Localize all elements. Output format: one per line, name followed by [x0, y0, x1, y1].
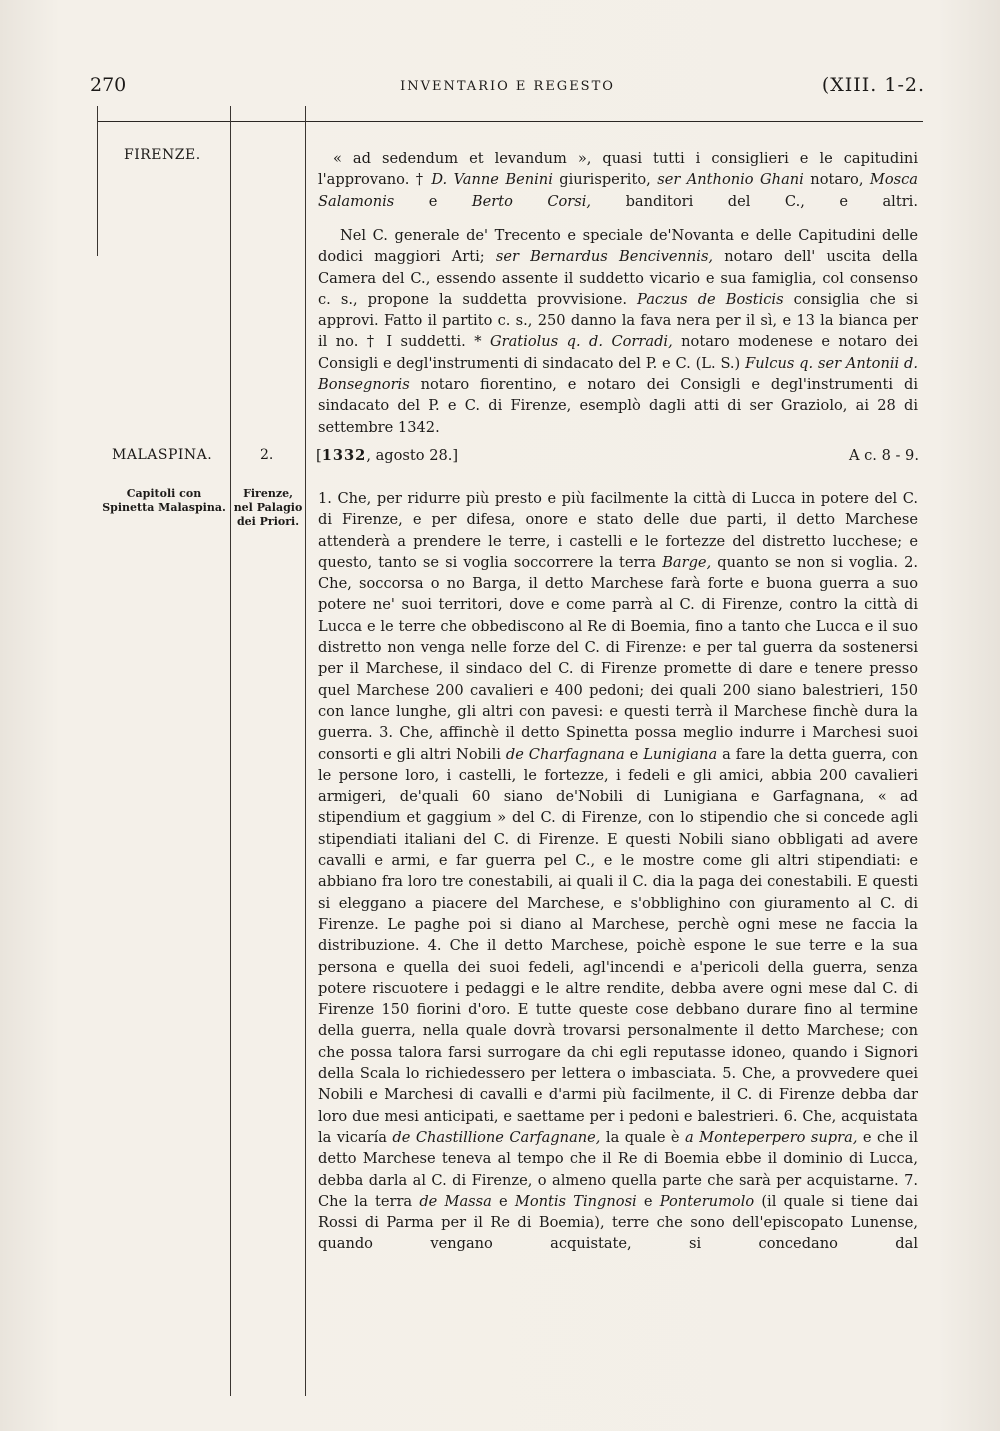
running-title: INVENTARIO E REGESTO — [400, 79, 615, 94]
page-number: 270 — [90, 74, 127, 96]
margin-column-rule-right — [305, 106, 306, 1396]
margin-subject: Capitoli con Spinetta Malaspina. — [102, 487, 226, 514]
running-header — [90, 74, 925, 104]
archive-reference: A c. 8 - 9. — [848, 447, 919, 464]
margin-column-rule-left — [97, 106, 98, 256]
margin-place: Firenze, nel Palagio dei Priori. — [233, 487, 303, 528]
paragraph-capitoli-text: 1. Che, per ridurre più presto e più facilmente la città di Lucca in potere del C. di Firenze, e per difesa, onore e stato delle due parti, il detto Marchese attenderà a prendere le terre, i castelli e le fortezze del distretto lucchese; e questo, tanto se si voglia soccorrere la terra Barge, quanto se non si voglia. 2. Che, soccorsa o no Barga, il detto Marchese farà forte e buona guerra a suo potere ne' suoi territori, dove e come parrà al C. di Firenze, contro la città di Lucca e le terre che obbediscono al Re di Boemia, fino a tanto che Lucca e il suo distretto non venga nelle forze del C. di Firenze: e per tal guerra da sostenersi per il Marchese, il sindaco del C. di Firenze promette di dare e tenere presso quel Marchese 200 cavalieri e 400 pedoni; dei quali 200 siano balestrieri, 150 con lance lunghe, gli altri con pavesi: e questi terrà il Marchese finchè dura la guerra. 3. Che, affinchè il detto Spinetta possa meglio indurre i Marchesi suoi consorti e gli altri Nobili de Charfagnana e Lunigiana a fare la detta guerra, con le persone loro, i castelli, le fortezze, i fedeli e gli amici, abbia 200 cavalieri armigeri, de'quali 60 siano de'Nobili di Lunigiana e Garfagnana, « ad stipendium et gaggium » del C. di Firenze, con lo stipendio che si concede agli stipendiati italiani del C. di Firenze. E questi Nobili siano obbligati ad avere cavalli e armi, e far guerra pel C., e le mostre come gli altri stipendiati: e abbiano fra loro tre conestabili, ai quali il C. dia la paga dei conestabili. E questi si eleggano a piacere del Marchese, e s'obblighino con giuramento al C. di Firenze. Le paghe poi si diano al Marchese, perchè ogni mese ne faccia la distribuzione. 4. Che il detto Marchese, poichè espone le sue terre e la sua persona e quella dei suoi fedeli, agl'incendi e a'pericoli della guerra, senza potere riscuotere i pedaggi e le altre rendite, debba avere ogni mese dal C. di Firenze 150 fiorini d'oro. E tutte queste cose debbano durare fino al termine della guerra, nella quale dovrà trovarsi personalmente il detto Marchese; con che possa talora farsi surrogare da chi egli reputasse idoneo, quando i Signori della Scala lo richiedessero per lettera o imbasciata. 5. Che, a provvedere quei Nobili e Marchesi di cavalli e d'armi più facilmente, il C. di Firenze debba dar loro due mesi anticipati, e saettame per i pedoni e balestrieri. 6. Che, acquistata la vicaría de Chastillione Carfagnane, la quale è a Monteperpero supra, e che il detto Marchese teneva al tempo che il Re di Boemia ebbe il dominio di Lucca, debba darla al C. di Firenze, o almeno quella parte che sarà per acquistarne. 7. Che la terra de Massa e Montis Tingnosi e Ponterumolo (il quale si tiene dai Rossi di Parma per il Re di Boemia), terre che sono dell'episcopato Lunense, quando vengano acquistate, si concedano dal — [318, 490, 918, 1253]
section-reference: (XIII. 1-2. — [821, 74, 925, 96]
header-rule — [97, 121, 923, 122]
document-date: [1332, agosto 28.] — [316, 447, 459, 464]
margin-label-firenze: FIRENZE. — [124, 147, 201, 163]
paragraph-firenze-end: « ad sedendum et levandum », quasi tutti i consiglieri e le capitudini l'approvano. † D. Vanne Benini giurisperito, ser Anthonio Ghani notaro, Mosca Salamonis e Berto Corsi, banditori del C., e altri. — [318, 150, 918, 210]
margin-label-malaspina: MALASPINA. — [112, 447, 213, 463]
document-number: 2. — [260, 447, 274, 463]
paragraph-council-proceedings: Nel C. generale de' Trecento e speciale de'Novanta e delle Capitudini delle dodici maggiori Arti; ser Bernardus Bencivennis, notaro dell' uscita della Camera del C., essendo assente il suddetto vicario e sua famiglia, col consenso c. s., propone la suddetta provvisione. Paczus de Bosticis consiglia che si approvi. Fatto il partito c. s., 250 danno la fava nera per il sì, e 13 la bianca per il no. † I suddetti. * Gratiolus q. d. Corradi, notaro modenese e notaro dei Consigli e degl'instrumenti di sindacato del P. e C. (L. S.) Fulcus q. ser Antonii d. Bonsegnoris notaro fiorentino, e notaro dei Consigli e degl'instrumenti di sindacato del P. e C. di Firenze, esemplò dagli atti di ser Graziolo, ai 28 di settembre 1342. — [318, 227, 919, 436]
margin-column-rule-middle — [230, 106, 231, 1396]
